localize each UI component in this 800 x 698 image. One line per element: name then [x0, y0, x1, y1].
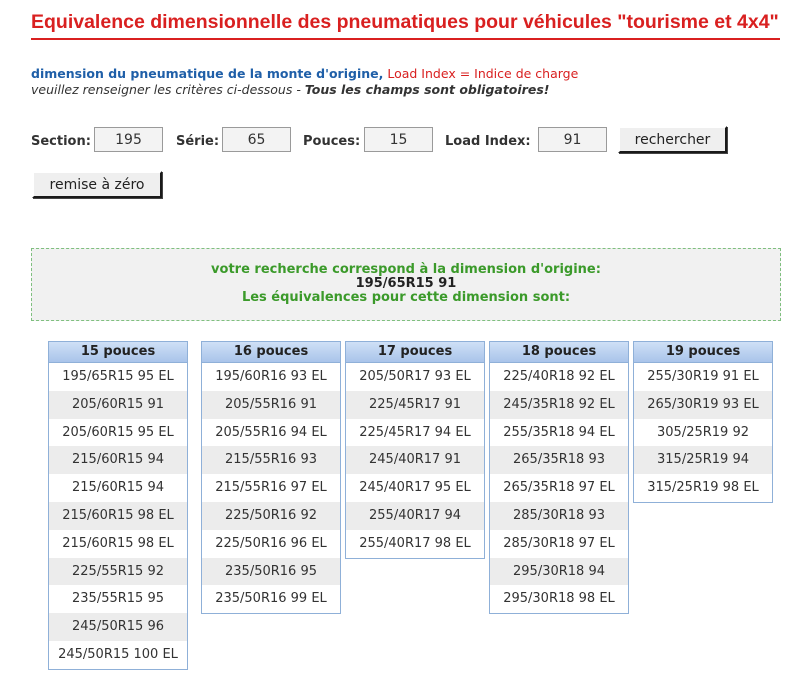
tire-size-cell: 225/45R17 91 — [346, 391, 484, 419]
tire-size-cell: 255/40R17 94 — [346, 502, 484, 530]
tire-size-cell: 225/50R16 92 — [202, 502, 340, 530]
title-divider — [31, 38, 780, 40]
tire-size-cell: 195/65R15 95 EL — [62, 369, 174, 384]
tire-size-cell: 295/30R18 94 — [490, 558, 628, 586]
tire-size-cell: 315/25R19 98 EL — [647, 480, 759, 496]
tire-size-cell: 245/50R15 96 — [49, 613, 187, 641]
size-column-header: 16 pouces — [202, 341, 340, 363]
tire-size-cell: 255/40R17 98 EL — [359, 535, 471, 551]
tire-size-cell: 215/55R16 97 EL — [215, 480, 327, 496]
load-index-label: Load Index: — [445, 134, 531, 149]
serie-input[interactable] — [222, 127, 291, 152]
size-column — [633, 341, 773, 503]
tire-size-cell: 315/25R19 94 — [634, 446, 772, 474]
pouces-label: Pouces: — [303, 134, 361, 149]
tire-size-cell: 265/35R18 93 — [490, 446, 628, 474]
search-button[interactable]: rechercher — [618, 126, 727, 153]
tire-size-cell: 215/60R15 98 EL — [62, 535, 174, 551]
tire-size-cell: 225/55R15 92 — [49, 558, 187, 586]
size-column-header: 17 pouces — [346, 341, 484, 363]
tire-size-cell: 205/55R16 94 EL — [215, 424, 327, 440]
result-intro: votre recherche correspond à la dimension d'origine: — [211, 262, 601, 277]
tire-size-cell: 235/50R16 95 — [202, 558, 340, 586]
tire-size-cell: 255/35R18 94 EL — [503, 424, 615, 440]
size-column-header: 18 pouces — [490, 341, 628, 363]
intro-line-2 — [31, 82, 549, 97]
tire-size-cell: 285/30R18 97 EL — [503, 535, 615, 551]
result-summary — [31, 248, 781, 321]
size-column — [48, 341, 188, 670]
tire-size-cell: 235/55R15 95 — [72, 591, 164, 607]
load-index-note: Load Index = Indice de charge — [387, 66, 579, 81]
tire-size-cell: 305/25R19 92 — [657, 424, 749, 440]
size-column — [201, 341, 341, 614]
tire-size-cell: 245/40R17 95 EL — [359, 480, 471, 496]
serie-label: Série: — [176, 134, 220, 149]
size-column-header: 15 pouces — [49, 341, 187, 363]
intro-line-1 — [31, 66, 578, 81]
tire-size-cell: 205/60R15 91 — [49, 391, 187, 419]
tire-size-cell: 205/55R16 91 — [202, 391, 340, 419]
intro-instructions: veuillez renseigner les critères ci-dessous - — [31, 82, 305, 97]
section-label: Section: — [31, 134, 91, 149]
required-fields-note: Tous les champs sont obligatoires! — [304, 82, 550, 97]
intro-origin-text: dimension du pneumatique de la monte d'origine, — [31, 66, 384, 81]
tire-size-cell: 295/30R18 98 EL — [503, 591, 615, 607]
tire-size-cell: 225/50R16 96 EL — [215, 535, 327, 551]
tire-size-cell: 245/50R15 100 EL — [58, 646, 178, 662]
tire-size-cell: 215/60R15 98 EL — [49, 502, 187, 530]
tire-size-cell: 235/50R16 99 EL — [215, 591, 327, 607]
size-column — [345, 341, 485, 559]
tire-size-cell: 215/60R15 94 — [72, 480, 164, 496]
tire-size-cell: 205/60R15 95 EL — [62, 424, 174, 440]
tire-size-cell: 225/40R18 92 EL — [503, 369, 615, 384]
pouces-input[interactable] — [364, 127, 433, 152]
tire-size-cell: 245/35R18 92 EL — [490, 391, 628, 419]
tire-size-cell: 255/30R19 91 EL — [647, 369, 759, 384]
original-dimension: 195/65R15 91 — [355, 276, 457, 291]
section-input[interactable] — [94, 127, 163, 152]
page-title: Equivalence dimensionnelle des pneumatiques pour véhicules "tourisme et 4x4" — [31, 11, 779, 33]
load-index-input[interactable] — [538, 127, 607, 152]
equivalences-heading: Les équivalences pour cette dimension sont: — [241, 290, 571, 305]
size-column-header: 19 pouces — [634, 341, 772, 363]
size-column — [489, 341, 629, 614]
tire-size-cell: 205/50R17 93 EL — [359, 369, 471, 384]
tire-size-cell: 265/30R19 93 EL — [634, 391, 772, 419]
tire-size-cell: 225/45R17 94 EL — [359, 424, 471, 440]
tire-size-cell: 245/40R17 91 — [346, 446, 484, 474]
reset-button[interactable]: remise à zéro — [32, 171, 162, 198]
tire-size-cell: 285/30R18 93 — [490, 502, 628, 530]
tire-size-cell: 215/55R16 93 — [202, 446, 340, 474]
tire-size-cell: 215/60R15 94 — [49, 446, 187, 474]
tire-size-cell: 195/60R16 93 EL — [215, 369, 327, 384]
tire-size-cell: 265/35R18 97 EL — [503, 480, 615, 496]
